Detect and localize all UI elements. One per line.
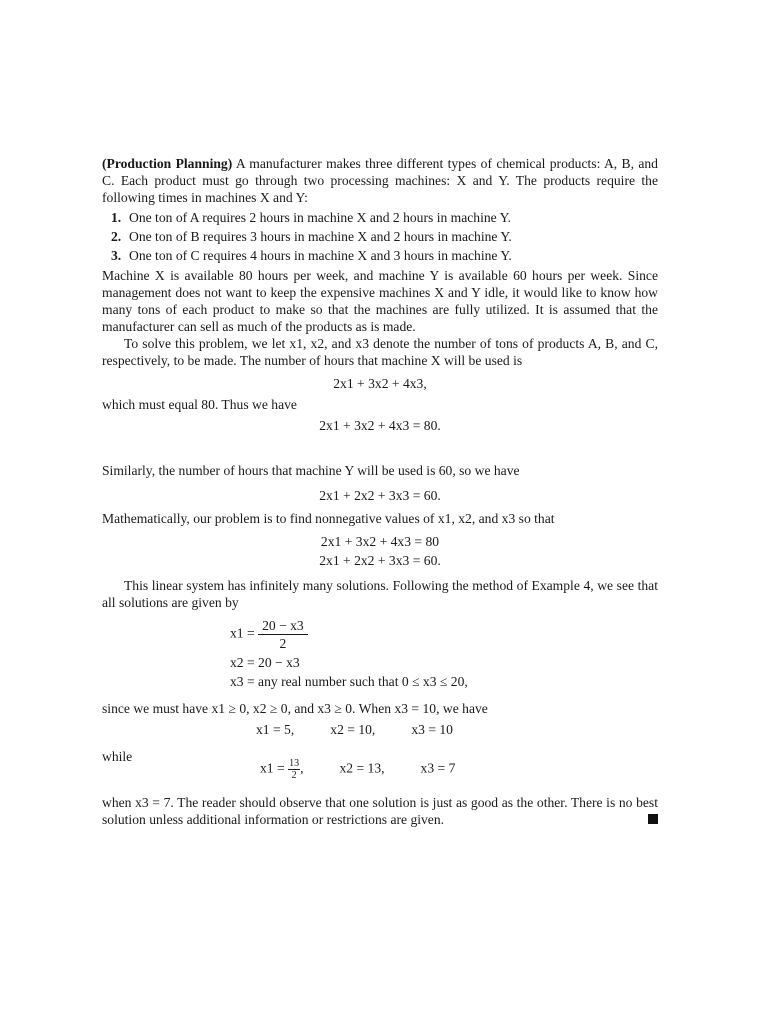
solve-paragraph: To solve this problem, we let x1, x2, and x3 denote the number of tons of products A, B, and C, respectively, to be made. The number of hours that machine X will be used is [102,336,658,368]
fraction-numerator: 13 [289,758,300,769]
intro-heading: (Production Planning) [102,156,233,171]
system-equation-2: 2x1 + 2x2 + 3x3 = 60. [319,553,441,568]
particular-solution-2-values [260,758,455,781]
general-solution [230,617,658,690]
final-paragraph-text: when x3 = 7. The reader should observe that one solution is just as good as the other. There is no best solution unless additional information or restrictions are given. [102,795,658,827]
intro-paragraph [102,155,658,206]
must-equal-text: which must equal 80. Thus we have [102,397,297,412]
value-x1: x1 = 5, [256,722,295,737]
document-page [102,155,658,828]
fraction-denominator: 2 [291,770,297,781]
fraction-numerator: 20 − x3 [258,617,308,635]
machine-x-equation: 2x1 + 3x2 + 4x3 = 80. [319,418,441,433]
list-item-text: One ton of A requires 2 hours in machine X and 2 hours in machine Y. [129,210,512,225]
while-text: while [102,749,133,764]
fraction-denominator: 2 [279,636,287,651]
solution-x1 [230,617,658,652]
list-item [111,228,658,245]
intro-text: A manufacturer makes three different types of chemical products: A, B, and C. Each product must go through two processing machines: X and Y. The products require the following times in machines X and Y: [102,156,658,205]
final-paragraph [102,794,658,828]
mathematically-text: Mathematically, our problem is to find nonnegative values of x1, x2, and x3 so that [102,511,555,526]
list-item-number: 1. [111,210,122,225]
value-x1-lhs: x1 = [260,760,285,776]
similarly-text: Similarly, the number of hours that machine Y will be used is 60, so we have [102,463,520,478]
solution-x2: x2 = 20 − x3 [230,655,300,670]
solution-x1-fraction [258,617,308,652]
value-x1-fraction [288,758,300,781]
list-item-number: 3. [111,248,122,263]
since-text: since we must have x1 ≥ 0, x2 ≥ 0, and x3 ≥ 0. When x3 = 10, we have [102,701,488,716]
linear-system-paragraph: This linear system has infinitely many solutions. Following the method of Example 4, we see that all solutions are given by [102,578,658,610]
list-item-text: One ton of B requires 3 hours in machine X and 2 hours in machine Y. [129,229,512,244]
list-item [111,209,658,226]
value-x2: x2 = 13, [339,760,385,776]
value-x1-tail: , [300,760,304,776]
machine-y-equation: 2x1 + 2x2 + 3x3 = 60. [319,488,441,503]
value-x2: x2 = 10, [330,722,376,737]
value-x3: x3 = 10 [411,722,453,737]
list-item [111,247,658,264]
particular-solution-1 [102,721,658,738]
list-item-number: 2. [111,229,122,244]
hours-x-expression: 2x1 + 3x2 + 4x3, [333,376,427,391]
solution-x1-lhs: x1 = [230,625,255,641]
particular-solution-2 [102,748,658,788]
requirements-list [102,209,658,264]
list-item-text: One ton of C requires 4 hours in machine X and 3 hours in machine Y. [129,248,512,263]
solution-x3: x3 = any real number such that 0 ≤ x3 ≤ 20, [230,674,468,689]
linear-system [102,533,658,569]
availability-paragraph: Machine X is available 80 hours per week, and machine Y is available 60 hours per week. Since management does not want to keep the expensive machines X and Y idle, it would like to know how many tons of each product to make so that the machines are fully utilized. It is assumed that the manufacturer can sell as much of the products as is made. [102,268,658,334]
value-x3: x3 = 7 [420,760,456,776]
system-equation-1: 2x1 + 3x2 + 4x3 = 80 [320,534,440,549]
end-of-proof-icon [648,814,658,824]
